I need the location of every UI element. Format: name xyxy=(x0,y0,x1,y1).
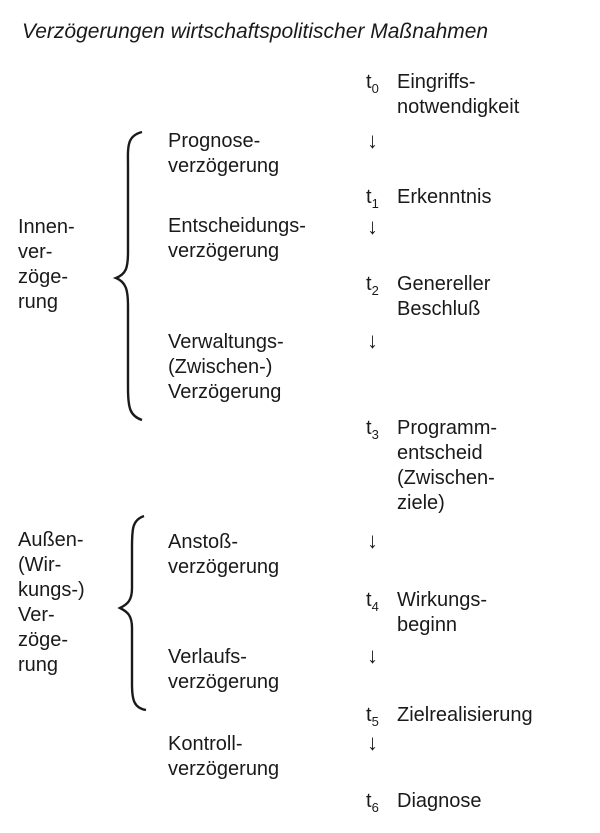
delay-verlauf: Verlaufs- verzögerung xyxy=(168,646,280,693)
arrow-down-icon: ↓ xyxy=(367,643,378,668)
arrow-down-icon: ↓ xyxy=(367,528,378,553)
timepoint-t2: $t_2$ xyxy=(366,273,379,298)
group-label-aussen: Außen- (Wir- kungs-) Ver- zöge- rung xyxy=(18,529,85,676)
timepoint-label-t6: Diagnose xyxy=(397,790,482,812)
diagram-title: Verzögerungen wirtschaftspolitischer Maßnahmen xyxy=(22,20,489,43)
delay-verwaltung: Verwaltungs- (Zwischen-) Verzögerung xyxy=(168,331,284,403)
timepoint-label-t5: Zielrealisierung xyxy=(397,704,533,726)
group-label-innen: Innen- ver- zöge- rung xyxy=(18,216,75,313)
timepoint-t1: $t_1$ xyxy=(366,186,379,211)
brace-aussen xyxy=(120,516,146,710)
brace-innen xyxy=(116,132,142,420)
arrow-down-icon: ↓ xyxy=(367,328,378,353)
timepoint-label-t3: Programm- entscheid (Zwischen- ziele) xyxy=(397,417,498,514)
timepoint-t4: $t_4$ xyxy=(366,589,379,614)
timepoint-label-t4: Wirkungs- beginn xyxy=(397,589,488,636)
timepoint-label-t2: Genereller Beschluß xyxy=(397,273,491,320)
arrow-down-icon: ↓ xyxy=(367,128,378,153)
timepoint-t5: $t_5$ xyxy=(366,704,379,729)
timepoint-t3: $t_3$ xyxy=(366,417,379,442)
delay-prognose: Prognose- verzögerung xyxy=(168,130,280,177)
delay-kontroll: Kontroll- verzögerung xyxy=(168,733,280,780)
timepoint-label-t1: Erkenntnis xyxy=(397,186,492,208)
delay-entscheidung: Entscheidungs- verzögerung xyxy=(168,215,306,262)
delay-anstoss: Anstoß- verzögerung xyxy=(168,531,280,578)
timepoint-t6: $t_6$ xyxy=(366,790,379,815)
timepoint-label-t0: Eingriffs- notwendigkeit xyxy=(397,71,520,118)
timepoint-t0: $t_0$ xyxy=(366,71,379,96)
arrow-down-icon: ↓ xyxy=(367,214,378,239)
arrow-down-icon: ↓ xyxy=(367,730,378,755)
